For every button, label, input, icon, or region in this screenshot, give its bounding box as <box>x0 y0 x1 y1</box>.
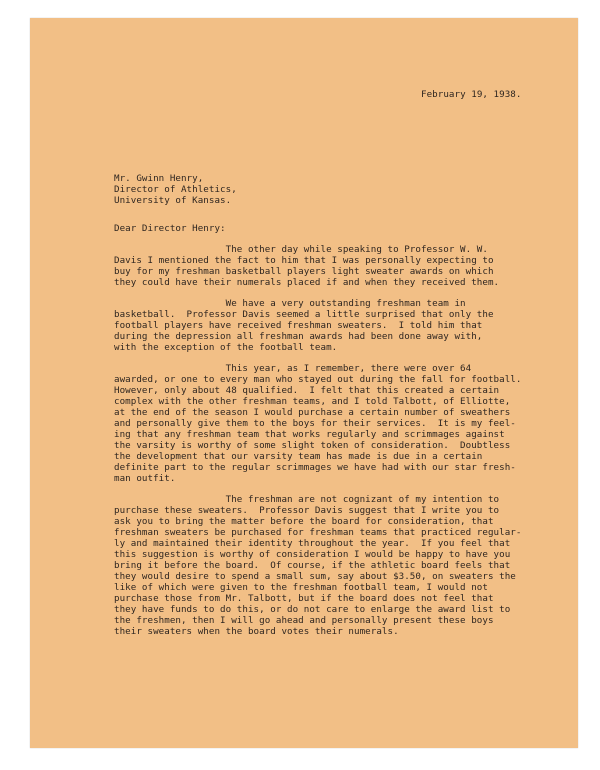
paragraph-1-line: buy for my freshman basketball players light sweater awards on which <box>114 266 494 277</box>
paragraph-3-line: awarded, or one to every man who stayed out during the fall for football. <box>114 374 522 385</box>
paragraph-3-line: However, only about 48 qualified. I felt that this created a certain <box>114 385 500 396</box>
paragraph-2-line: basketball. Professor Davis seemed a little surprised that only the <box>114 309 494 320</box>
recipient-title: Director of Athletics, <box>114 184 237 195</box>
paragraph-2-line: during the depression all freshman awards had been done away with, <box>114 331 483 342</box>
paragraph-4-line: this suggestion is worthy of consideration I would be happy to have you <box>114 549 511 560</box>
paragraph-2-line: football players have received freshman sweaters. I told him that <box>114 320 483 331</box>
paragraph-3-line: complex with the other freshman teams, and I told Talbott, of Elliotte, <box>114 396 511 407</box>
paragraph-4-line: their sweaters when the board votes their numerals. <box>114 626 399 637</box>
paragraph-2-line: We have a very outstanding freshman team in <box>114 298 466 309</box>
paragraph-3-line: the development that our varsity team has made is due in a certain <box>114 451 483 462</box>
paragraph-3-line: definite part to the regular scrimmages we have had with our star fresh- <box>114 462 516 473</box>
paragraph-4-line: they have funds to do this, or do not care to enlarge the award list to <box>114 604 511 615</box>
letter-date: February 19, 1938. <box>421 89 522 100</box>
paragraph-3-line: at the end of the season I would purchase a certain number of sweathers <box>114 407 511 418</box>
paragraph-3-line: ing that any freshman team that works regularly and scrimmages against <box>114 429 505 440</box>
paragraph-4-line: purchase those from Mr. Talbott, but if the board does not feel that <box>114 593 494 604</box>
paragraph-3-line: This year, as I remember, there were over 64 <box>114 363 472 374</box>
letter-body <box>30 18 578 748</box>
salutation: Dear Director Henry: <box>114 223 226 234</box>
paragraph-4-line: the freshmen, then I will go ahead and personally present these boys <box>114 615 494 626</box>
paragraph-3-line: and personally give them to the boys for their services. It is my feel- <box>114 418 516 429</box>
paragraph-1-line: The other day while speaking to Professor W. W. <box>114 244 488 255</box>
paragraph-1-line: Davis I mentioned the fact to him that I was personally expecting to <box>114 255 494 266</box>
recipient-name: Mr. Gwinn Henry, <box>114 173 204 184</box>
paragraph-3-line: the varsity is worthy of some slight token of consideration. Doubtless <box>114 440 511 451</box>
recipient-institution: University of Kansas. <box>114 195 232 206</box>
letter-page <box>30 18 578 748</box>
paragraph-4-line: purchase these sweaters. Professor Davis suggest that I write you to <box>114 505 500 516</box>
paragraph-4-line: bring it before the board. Of course, if the athletic board feels that <box>114 560 511 571</box>
paragraph-4-line: ly and maintained their identity throughout the year. If you feel that <box>114 538 511 549</box>
paragraph-4-line: they would desire to spend a small sum, say about $3.50, on sweaters the <box>114 571 516 582</box>
paragraph-3-line: man outfit. <box>114 473 176 484</box>
paragraph-1-line: they could have their numerals placed if and when they received them. <box>114 277 500 288</box>
paragraph-4-line: like of which were given to the freshman football team, I would not <box>114 582 488 593</box>
paragraph-4-line: freshman sweaters be purchased for freshman teams that practiced regular- <box>114 527 522 538</box>
paragraph-2-line: with the exception of the football team. <box>114 342 338 353</box>
paragraph-4-line: ask you to bring the matter before the board for consideration, that <box>114 516 494 527</box>
paragraph-4-line: The freshman are not cognizant of my intention to <box>114 494 500 505</box>
